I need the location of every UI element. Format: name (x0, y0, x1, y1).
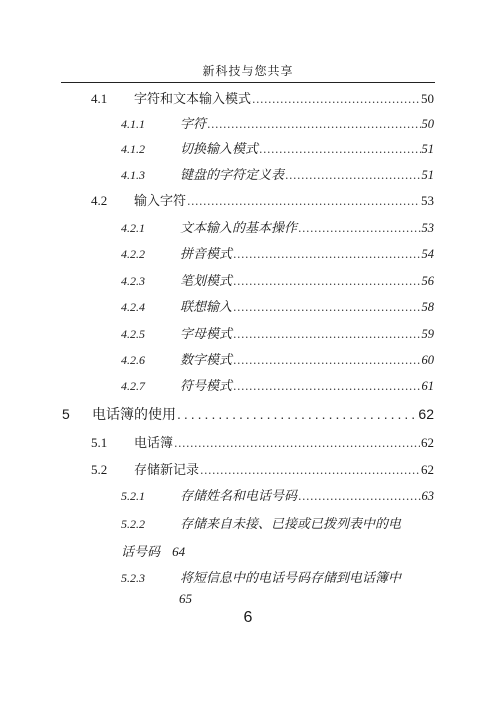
toc-number: 5 (62, 406, 70, 422)
toc-title: 存储新记录 (134, 463, 200, 478)
toc-number: 4.2.3 (121, 274, 145, 288)
page-number: 6 (243, 609, 253, 626)
toc-entry-5-2-2-continuation[interactable] (121, 541, 185, 560)
toc-title: 电话簿的使用 (92, 406, 176, 422)
toc-number: 4.2.1 (121, 221, 145, 235)
toc-page: 53 (421, 221, 434, 235)
toc-entry-5[interactable] (62, 404, 434, 422)
toc-page: 62 (421, 462, 434, 477)
toc-leader (233, 275, 420, 288)
header-rule (61, 82, 435, 83)
toc-entry-4-2-5[interactable] (121, 323, 434, 341)
toc-number: 5.2.1 (121, 489, 145, 503)
toc-leader (200, 464, 420, 477)
toc-leader (285, 169, 420, 182)
toc-title: 存储姓名和电话号码 (180, 489, 298, 504)
toc-entry-4-2-2[interactable] (121, 243, 434, 261)
toc-number: 4.2.7 (121, 379, 145, 393)
toc-page: 51 (421, 168, 434, 182)
toc-leader (233, 328, 420, 341)
toc-title: 数字模式 (180, 353, 233, 368)
toc-number: 4.2.5 (121, 327, 145, 341)
toc-title: 联想输入 (180, 300, 233, 315)
toc-entry-4-2-1[interactable] (121, 217, 434, 235)
toc-page: 50 (421, 117, 434, 131)
toc-entry-5-2-1[interactable] (121, 485, 434, 503)
toc-page: 58 (421, 300, 434, 314)
toc-entry-5-2-2[interactable] (121, 513, 434, 531)
toc-title: 将短信息中的电话号码存储到电话簿中 (180, 571, 402, 586)
toc-leader (252, 93, 420, 106)
toc-entry-5-2[interactable] (91, 459, 434, 477)
toc-page: 63 (421, 489, 434, 503)
toc-page: 61 (421, 379, 434, 393)
toc-title: 字母模式 (180, 327, 233, 342)
toc-page: 53 (421, 193, 434, 208)
toc-page: 59 (421, 327, 434, 341)
toc-entry-4-1-1[interactable] (121, 113, 434, 131)
toc-entry-4-2-7[interactable] (121, 375, 434, 393)
toc-page: 62 (421, 435, 434, 450)
toc-title: 存储来自未接、已接或已拨列表中的电 (180, 517, 402, 532)
toc-number: 4.2.6 (121, 353, 145, 367)
toc-title: 键盘的字符定义表 (180, 168, 285, 183)
toc-number: 5.1 (91, 435, 108, 450)
toc-page: 62 (418, 406, 434, 422)
toc-leader (233, 248, 420, 261)
toc-leader (233, 354, 420, 367)
toc-leader (298, 222, 420, 235)
toc-entry-5-2-3[interactable] (121, 567, 434, 585)
toc-leader (177, 406, 417, 422)
toc-leader (259, 143, 420, 156)
toc-number: 4.1.2 (121, 142, 145, 156)
toc-number: 4.2.2 (121, 247, 145, 261)
toc-leader (174, 437, 420, 450)
toc-number: 5.2.2 (121, 517, 145, 531)
toc-leader (298, 490, 420, 503)
toc-number: 4.1.3 (121, 168, 145, 182)
toc-page: 64 (172, 544, 186, 559)
toc-entry-4-1-2[interactable] (121, 138, 434, 156)
toc-title: 符号模式 (180, 379, 233, 394)
toc-page: 50 (421, 91, 434, 106)
toc-page: 60 (421, 353, 434, 367)
toc-title: 字符 (180, 117, 207, 132)
toc-title: 字符和文本输入模式 (134, 92, 252, 107)
toc-title: 输入字符 (134, 194, 187, 209)
toc-leader (233, 380, 420, 393)
toc-entry-5-1[interactable] (91, 432, 434, 450)
toc-title: 笔划模式 (180, 274, 233, 289)
toc-page: 54 (421, 247, 434, 261)
toc-title-continuation: 话号码 (121, 545, 161, 560)
toc-leader (233, 301, 420, 314)
toc-title: 切换输入模式 (180, 142, 259, 157)
toc-number: 4.1 (91, 91, 108, 106)
toc-entry-4-1-3[interactable] (121, 164, 434, 182)
toc-number: 5.2.3 (121, 571, 145, 585)
toc-entry-4-2-4[interactable] (121, 296, 434, 314)
toc-entry-5-2-3-page (179, 591, 192, 607)
toc-entry-4-1[interactable] (91, 88, 434, 106)
running-header: 新科技与您共享 (202, 64, 294, 78)
toc-page: 56 (421, 274, 434, 288)
toc-title: 文本输入的基本操作 (180, 221, 298, 236)
toc-entry-4-2-6[interactable] (121, 349, 434, 367)
toc-title: 拼音模式 (180, 247, 233, 262)
toc-title: 电话簿 (134, 436, 174, 451)
toc-entry-4-2-3[interactable] (121, 270, 434, 288)
toc-leader (187, 195, 420, 208)
toc-leader (207, 118, 420, 131)
toc-number: 5.2 (91, 462, 108, 477)
toc-page: 51 (421, 142, 434, 156)
toc-number: 4.1.1 (121, 117, 145, 131)
toc-page: 65 (179, 591, 192, 606)
toc-number: 4.2 (91, 193, 108, 208)
toc-entry-4-2[interactable] (91, 190, 434, 208)
toc-number: 4.2.4 (121, 300, 145, 314)
